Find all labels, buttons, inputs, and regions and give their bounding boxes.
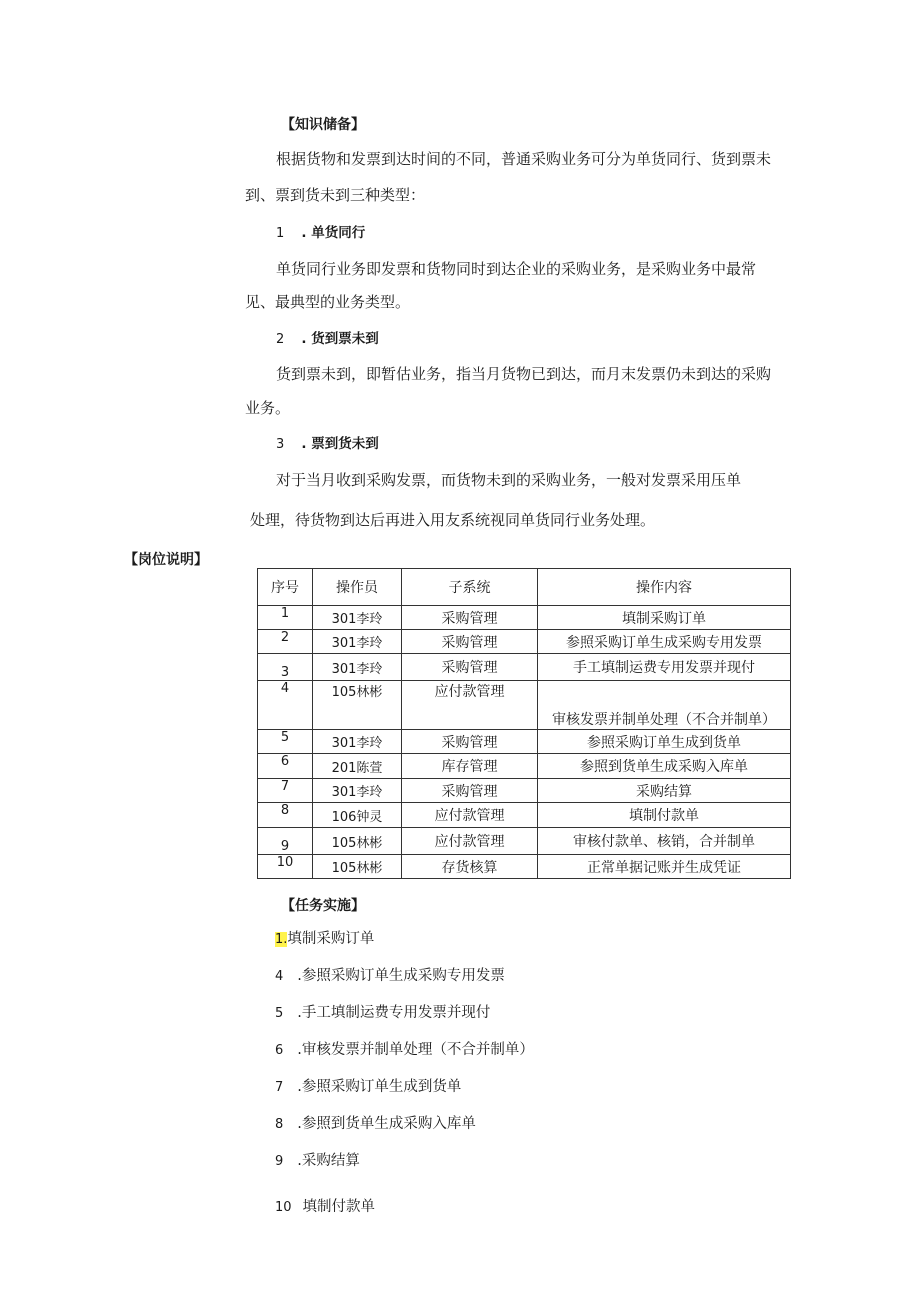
cell-subsystem: 采购管理 — [402, 606, 538, 630]
cell-seq: 5 — [258, 730, 313, 754]
cell-operator: 201陈萱 — [313, 754, 402, 779]
task-number: 8 — [275, 1117, 284, 1132]
cell-seq: 1 — [258, 606, 313, 630]
type-3-line-1: 对于当月收到采购发票，而货物未到的采购业务，一般对发票采用压单 — [276, 471, 742, 489]
cell-content: 手工填制运费专用发票并现付 — [538, 654, 791, 681]
table-row — [258, 855, 791, 879]
cell-operator: 301李玲 — [313, 606, 402, 630]
task-item-7 — [275, 1075, 461, 1096]
roles-heading: 【岗位说明】 — [124, 552, 208, 568]
type-1-line-2: 见、最典型的业务类型。 — [245, 293, 411, 311]
col-header-content: 操作内容 — [538, 569, 791, 606]
cell-operator: 106钟灵 — [313, 803, 402, 828]
type-2-header — [276, 327, 379, 347]
task-number-highlighted: 1. — [275, 932, 288, 947]
cell-content: 审核付款单、核销，合并制单 — [538, 828, 791, 855]
cell-seq: 10 — [258, 855, 313, 879]
cell-subsystem: 采购管理 — [402, 654, 538, 681]
task-item-10 — [275, 1195, 375, 1216]
cell-operator: 105林彬 — [313, 855, 402, 879]
task-text: .参照采购订单生成到货单 — [297, 1079, 462, 1095]
type-title: . 单货同行 — [301, 225, 366, 241]
type-title: . 货到票未到 — [301, 331, 379, 347]
task-number: 9 — [275, 1154, 284, 1169]
cell-content: 采购结算 — [538, 779, 791, 803]
task-text: .参照到货单生成采购入库单 — [297, 1116, 476, 1132]
cell-content: 审核发票并制单处理（不合并制单） — [538, 681, 791, 730]
table-row — [258, 803, 791, 828]
cell-operator: 301李玲 — [313, 779, 402, 803]
type-number: 1 — [276, 226, 285, 241]
intro-line-2: 到、票到货未到三种类型： — [245, 186, 426, 204]
task-text: 填制付款单 — [302, 1199, 376, 1215]
type-3-header — [276, 432, 379, 452]
col-header-operator: 操作员 — [313, 569, 402, 606]
task-number: 5 — [275, 1006, 284, 1021]
table-row — [258, 630, 791, 654]
cell-content: 正常单据记账并生成凭证 — [538, 855, 791, 879]
cell-subsystem: 采购管理 — [402, 779, 538, 803]
cell-operator: 105林彬 — [313, 828, 402, 855]
cell-subsystem: 应付款管理 — [402, 681, 538, 730]
tasks-heading: 【任务实施】 — [281, 898, 365, 914]
knowledge-heading: 【知识储备】 — [281, 117, 365, 133]
task-number: 4 — [275, 969, 284, 984]
type-title: . 票到货未到 — [301, 436, 379, 452]
cell-content: 参照采购订单生成采购专用发票 — [538, 630, 791, 654]
table-row — [258, 654, 791, 681]
cell-seq: 7 — [258, 779, 313, 803]
cell-content: 填制付款单 — [538, 803, 791, 828]
col-header-subsystem: 子系统 — [402, 569, 538, 606]
task-text: 填制采购订单 — [287, 931, 375, 947]
type-3-line-2: 处理，待货物到达后再进入用友系统视同单货同行业务处理。 — [250, 511, 656, 529]
cell-content: 填制采购订单 — [538, 606, 791, 630]
cell-subsystem: 采购管理 — [402, 730, 538, 754]
cell-seq: 3 — [258, 654, 313, 681]
task-text: .参照采购订单生成采购专用发票 — [297, 968, 505, 984]
table-row — [258, 606, 791, 630]
roles-table — [257, 568, 791, 879]
task-text: .采购结算 — [297, 1153, 360, 1169]
cell-operator: 105林彬 — [313, 681, 402, 730]
table-row — [258, 681, 791, 730]
cell-operator: 301李玲 — [313, 654, 402, 681]
cell-subsystem: 存货核算 — [402, 855, 538, 879]
table-header-row — [258, 569, 791, 606]
table-row — [258, 754, 791, 779]
cell-seq: 8 — [258, 803, 313, 828]
cell-content: 参照采购订单生成到货单 — [538, 730, 791, 754]
type-number: 3 — [276, 437, 285, 452]
task-item-1 — [275, 927, 374, 948]
cell-seq: 4 — [258, 681, 313, 730]
task-item-9 — [275, 1149, 360, 1170]
cell-operator: 301李玲 — [313, 730, 402, 754]
task-item-8 — [275, 1112, 476, 1133]
cell-seq: 9 — [258, 828, 313, 855]
table-row — [258, 828, 791, 855]
col-header-seq: 序号 — [258, 569, 313, 606]
type-number: 2 — [276, 332, 285, 347]
type-1-line-1: 单货同行业务即发票和货物同时到达企业的采购业务，是采购业务中最常 — [276, 260, 757, 278]
cell-subsystem: 应付款管理 — [402, 803, 538, 828]
task-item-4 — [275, 964, 505, 985]
type-2-line-2: 业务。 — [245, 399, 291, 417]
cell-subsystem: 库存管理 — [402, 754, 538, 779]
cell-seq: 2 — [258, 630, 313, 654]
cell-content: 参照到货单生成采购入库单 — [538, 754, 791, 779]
cell-subsystem: 应付款管理 — [402, 828, 538, 855]
cell-operator: 301李玲 — [313, 630, 402, 654]
task-text: .手工填制运费专用发票并现付 — [297, 1005, 491, 1021]
task-item-5 — [275, 1001, 490, 1022]
cell-subsystem: 采购管理 — [402, 630, 538, 654]
cell-seq: 6 — [258, 754, 313, 779]
type-2-line-1: 货到票未到，即暂估业务，指当月货物已到达，而月末发票仍未到达的采购 — [276, 365, 772, 383]
task-number: 6 — [275, 1043, 284, 1058]
task-number: 10 — [275, 1200, 292, 1215]
task-number: 7 — [275, 1080, 284, 1095]
task-text: .审核发票并制单处理（不合并制单） — [297, 1042, 534, 1058]
type-1-header — [276, 221, 365, 241]
table-row — [258, 730, 791, 754]
table-row — [258, 779, 791, 803]
task-item-6 — [275, 1038, 534, 1059]
intro-line-1: 根据货物和发票到达时间的不同，普通采购业务可分为单货同行、货到票未 — [276, 150, 772, 168]
